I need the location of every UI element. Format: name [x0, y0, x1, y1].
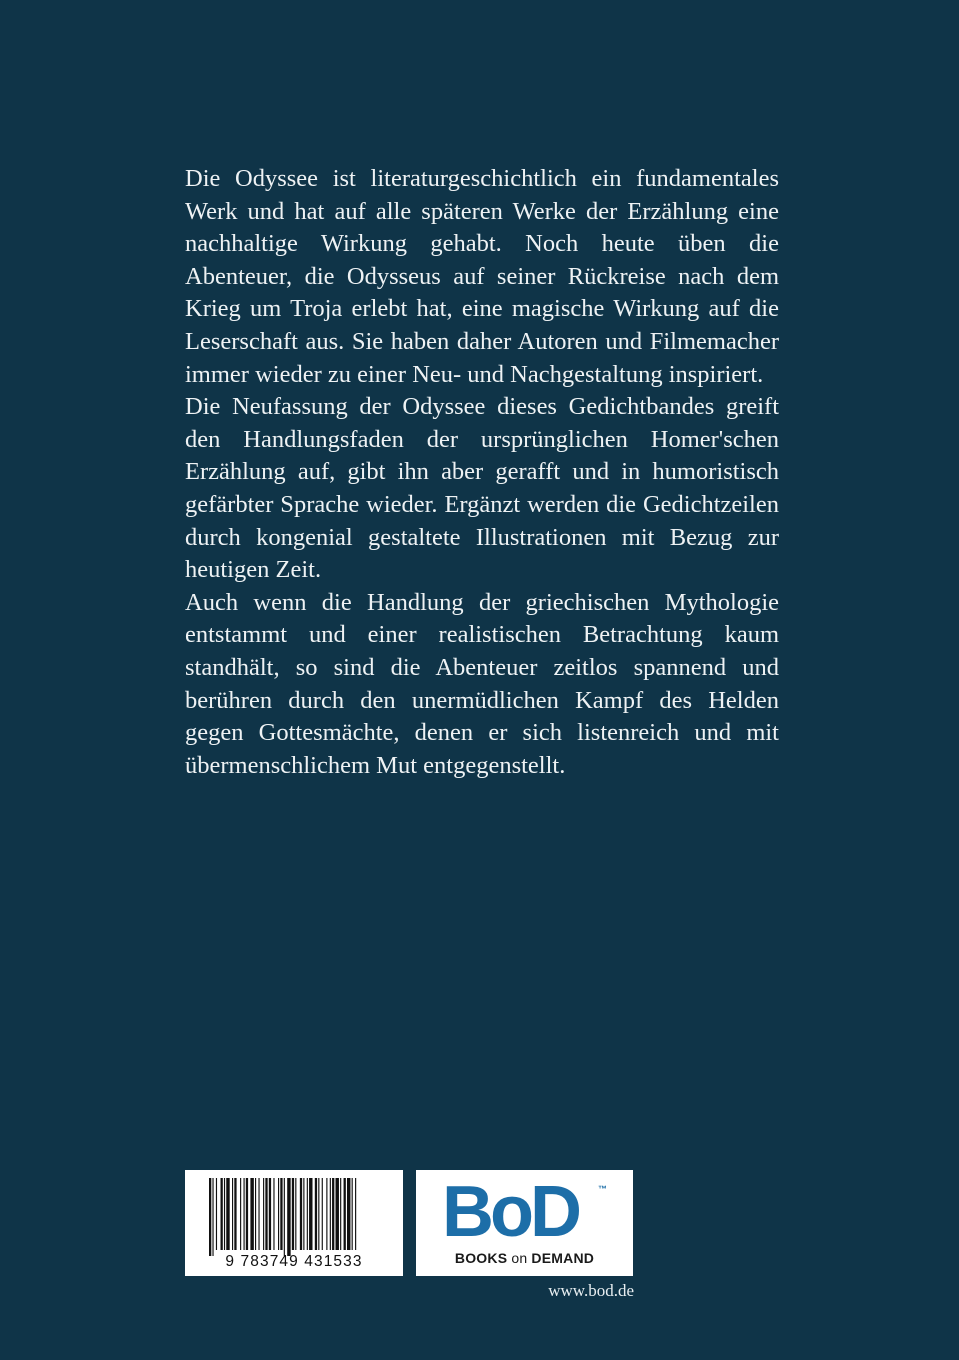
barcode-bar: [216, 1178, 217, 1250]
barcode-bar: [226, 1178, 229, 1250]
barcode-bar: [255, 1178, 256, 1250]
barcode-bar: [244, 1178, 245, 1250]
barcode-bar: [332, 1178, 334, 1250]
barcode-bar: [326, 1178, 327, 1250]
barcode-bar: [234, 1178, 236, 1250]
back-cover-blurb: [185, 163, 779, 782]
publisher-tagline: [416, 1250, 633, 1266]
barcode-bar: [278, 1178, 279, 1250]
barcode-bar: [292, 1178, 294, 1250]
barcode-bar: [347, 1178, 350, 1250]
barcode-bar: [300, 1178, 302, 1250]
barcode-bar: [318, 1178, 319, 1250]
barcode-bar: [240, 1178, 241, 1250]
barcode-bar: [263, 1178, 264, 1250]
barcode-bar: [336, 1178, 339, 1250]
isbn-digits: 9 783749 431533: [225, 1253, 363, 1270]
barcode-bar: [315, 1178, 317, 1250]
barcode-bar: [307, 1178, 308, 1250]
blurb-paragraph-1: Die Odyssee ist literaturgeschichtlich ein fundamentales Werk und hat auf alle späteren Werke der Erzählung eine nachhaltige Wirkung gehabt. Noch heute üben die Abenteuer, die Odysseus auf seiner Rückreise nach dem Krieg um Troja erlebt hat, eine magische Wirkung auf die Leserschaft aus. Sie haben daher Autoren und Filmemacher immer wieder zu einer Neu- und Nachgestaltung inspiriert.: [185, 165, 779, 388]
barcode-bar: [287, 1178, 290, 1256]
barcode-bar: [273, 1178, 274, 1250]
tagline-demand: DEMAND: [531, 1250, 595, 1266]
tagline-books: BOOKS: [454, 1250, 508, 1266]
tagline-on: on: [511, 1250, 528, 1266]
blurb-paragraph-3: Auch wenn die Handlung der griechischen Mythologie entstammt und einer realistischen Betrachtung kaum standhält, so sind die Abenteuer zeitlos spannend und berühren durch den unermüdlichen Kampf des Helden gegen Gottesmächte, denen er sich listenreich und mit übermenschlichem Mut entgegenstellt.: [185, 588, 779, 779]
barcode-bar: [284, 1178, 285, 1256]
isbn-barcode: [185, 1170, 403, 1276]
barcode-bar: [340, 1178, 341, 1250]
bod-logo-text: BoD: [442, 1172, 578, 1252]
barcode-bar: [352, 1178, 353, 1250]
barcode-bar: [209, 1178, 211, 1256]
barcode-bar: [212, 1178, 213, 1256]
barcode-bar: [224, 1178, 225, 1250]
barcode-bar: [250, 1178, 253, 1250]
barcode-bar: [355, 1178, 356, 1250]
publisher-website: www.bod.de: [548, 1281, 634, 1300]
barcode-bar: [221, 1178, 223, 1250]
barcode-bar: [330, 1178, 331, 1250]
publisher-logo: [416, 1170, 633, 1276]
barcode-bar: [303, 1178, 304, 1250]
barcode-bar: [265, 1178, 267, 1250]
blurb-paragraph-2: Die Neufassung der Odyssee dieses Gedichtbandes greift den Handlungsfaden der ursprünglichen Homer'schen Erzählung auf, gibt ihn aber gerafft und in humoristisch gefärbter Sprache wieder. Ergänzt werden die Gedichtzeilen durch kongenial gestaltete Illustrationen mit Bezug zur heutigen Zeit.: [185, 393, 779, 584]
barcode-bar: [295, 1178, 296, 1250]
trademark-symbol: ™: [598, 1184, 607, 1194]
barcode-bar: [309, 1178, 312, 1250]
barcode-bar: [344, 1178, 346, 1250]
barcode-bar: [322, 1178, 323, 1250]
barcode-bar: [280, 1178, 282, 1250]
barcode-bar: [246, 1178, 248, 1250]
barcode-bar: [258, 1178, 259, 1250]
barcode-bar: [232, 1178, 233, 1250]
barcode-bar: [269, 1178, 271, 1250]
